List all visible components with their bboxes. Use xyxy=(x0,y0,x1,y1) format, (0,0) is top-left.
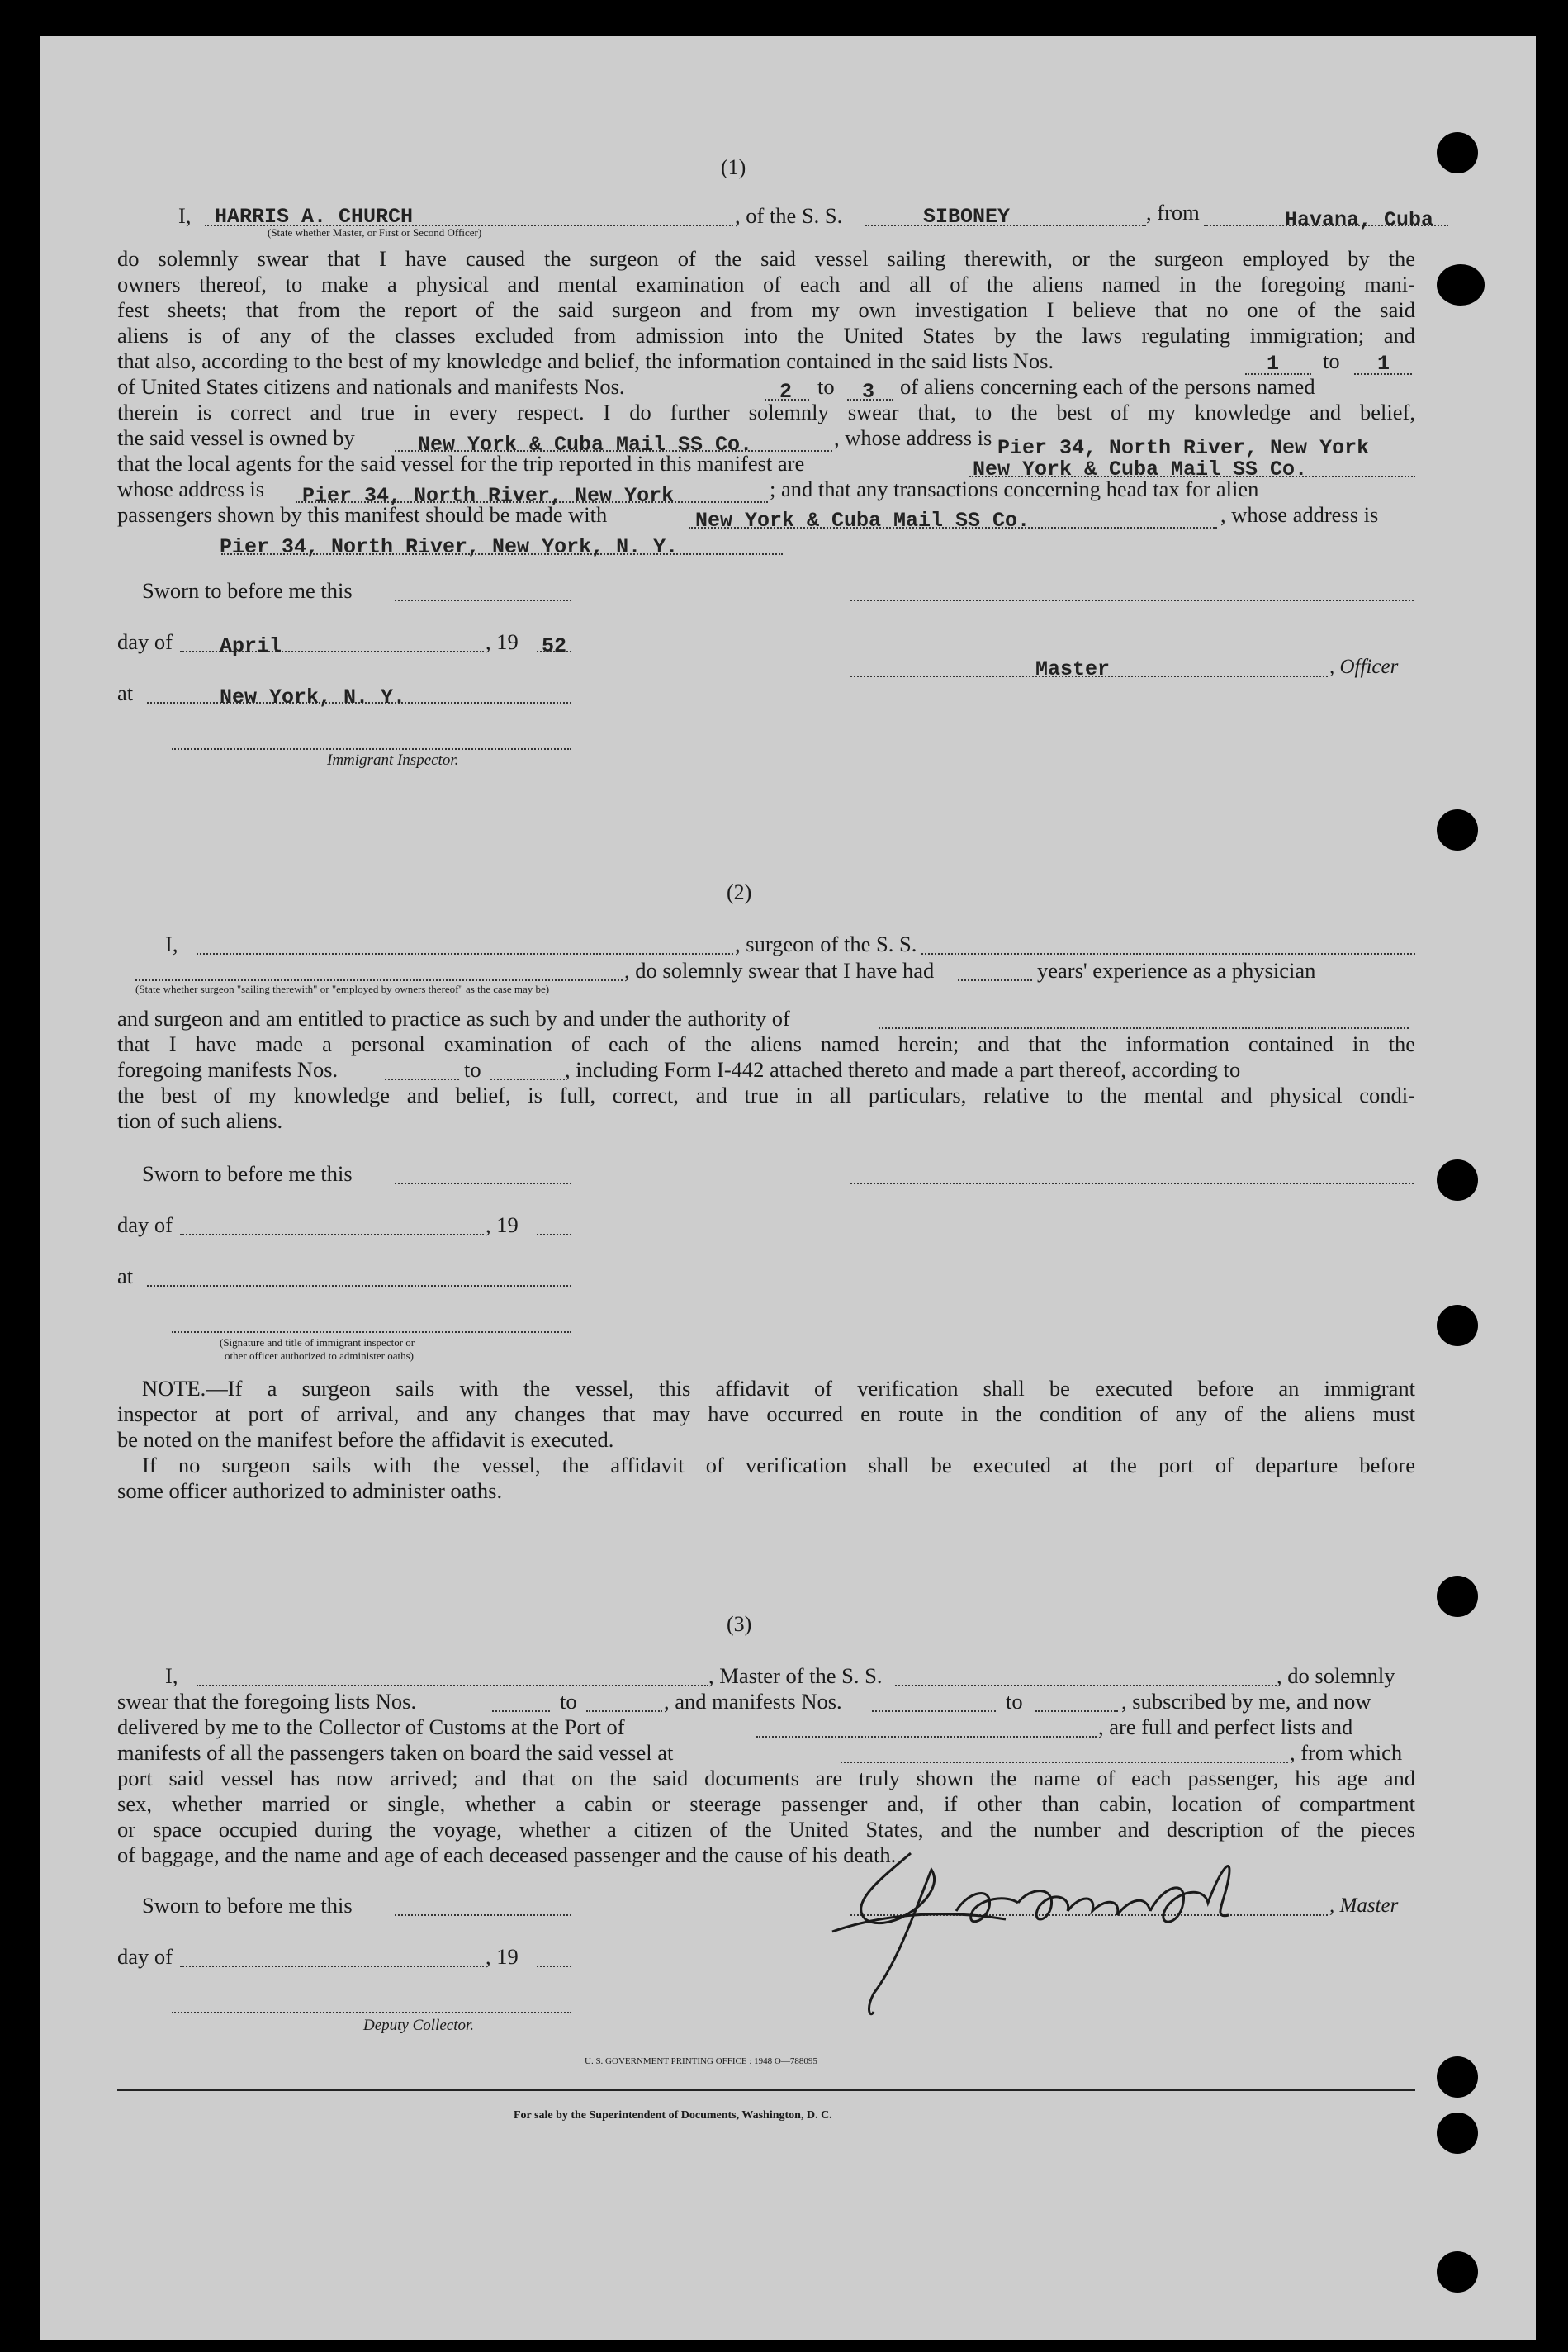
from-label: , from xyxy=(1146,200,1200,225)
s2-authority-line xyxy=(879,1027,1409,1029)
owner: New York & Cuba Mail SS Co. xyxy=(418,433,753,457)
s3-l4a: manifests of all the passengers taken on board the said vessel at xyxy=(117,1740,674,1765)
s3-manifests-to-line xyxy=(1035,1710,1118,1712)
s3-do-solemnly: , do solemnly xyxy=(1277,1663,1395,1688)
manifests-to: 3 xyxy=(862,380,875,404)
s3-name-line xyxy=(197,1685,708,1686)
s3-l2b: , and manifests Nos. xyxy=(664,1689,842,1714)
section-1-line-6a: of United States citizens and nationals and manifests Nos. xyxy=(117,374,625,399)
section-1-line-10a: whose address is xyxy=(117,477,265,501)
master-signature xyxy=(816,1820,1328,2035)
s2-day-line xyxy=(180,1234,484,1235)
section-1-line-3: fest sheets; that from the report of the said surgeon and from my own investigation I believe that no one of the said xyxy=(117,297,1415,322)
gpo-imprint: U. S. GOVERNMENT PRINTING OFFICE : 1948 O—788095 xyxy=(585,2056,817,2066)
s2-line-d: tion of such aliens. xyxy=(117,1108,283,1133)
s2-sig-caption-2: other officer authorized to administer oaths) xyxy=(225,1349,414,1362)
s2-inspector-line xyxy=(172,1331,571,1333)
s3-l6: sex, whether married or single, whether a cabin or steerage passenger and, if other than cabin, location of compartment xyxy=(117,1791,1415,1816)
s3-master-suffix: , Master xyxy=(1329,1894,1399,1917)
day-of-label-1: day of xyxy=(117,629,173,654)
sworn-place: New York, N. Y. xyxy=(220,685,406,709)
signature-line-1 xyxy=(850,600,1414,601)
s3-l2c: , subscribed by me, and now xyxy=(1121,1689,1371,1714)
from-place: Havana, Cuba xyxy=(1285,208,1434,232)
at-label-1: at xyxy=(117,680,134,705)
headtax-agent: New York & Cuba Mail SS Co. xyxy=(695,509,1030,533)
s2-vessel-line xyxy=(921,953,1415,955)
s3-year-prefix: , 19 xyxy=(486,1944,519,1969)
s3-i-label: I, xyxy=(165,1663,178,1688)
punch-hole xyxy=(1437,264,1485,306)
year-prefix-1: , 19 xyxy=(486,629,519,654)
agents-address: Pier 34, North River, New York xyxy=(302,484,675,508)
punch-hole xyxy=(1437,809,1478,851)
section-1-line-11a: passengers shown by this manifest should be made with xyxy=(117,502,608,527)
s2-sworn: Sworn to before me this xyxy=(142,1161,353,1186)
section-2-number: (2) xyxy=(727,880,752,904)
section-1-line-1: do solemnly swear that I have caused the surgeon of the said vessel sailing therewith, or the surgeon employed by the xyxy=(117,246,1415,271)
s2-years-line xyxy=(958,979,1032,981)
s3-day-of: day of xyxy=(117,1944,173,1969)
lists-to: 1 xyxy=(1377,352,1390,376)
s3-l2a: swear that the foregoing lists Nos. xyxy=(117,1689,417,1714)
vessel-name: SIBONEY xyxy=(923,205,1011,229)
s2-note-4: If no surgeon sails with the vessel, the affidavit of verification shall be executed at the port of departure before xyxy=(142,1453,1415,1477)
s2-state-note: (State whether surgeon "sailing therewith" or "employed by owners thereof" as the case may be) xyxy=(135,983,550,995)
s3-l3a: delivered by me to the Collector of Customs at the Port of xyxy=(117,1714,625,1739)
s2-year-prefix: , 19 xyxy=(486,1212,519,1237)
s3-year-line xyxy=(537,1966,571,1967)
sworn-label-1: Sworn to before me this xyxy=(142,578,353,603)
s3-sworn: Sworn to before me this xyxy=(142,1893,353,1918)
s3-l8: of baggage, and the name and age of each deceased passenger and the cause of his death. xyxy=(117,1842,897,1867)
master-name: HARRIS A. CHURCH xyxy=(215,205,414,229)
manifests-from: 2 xyxy=(779,380,793,404)
sworn-line-1 xyxy=(395,600,571,601)
lists-from: 1 xyxy=(1267,352,1280,376)
section-1-line-8b: , whose address is xyxy=(834,425,992,450)
s2-line-b3: , including Form I-442 attached thereto and made a part thereof, according to xyxy=(565,1057,1241,1082)
s2-line-a: that I have made a personal examination of each of the aliens named herein; and that the information contained in the xyxy=(117,1031,1415,1056)
s2-day-of: day of xyxy=(117,1212,173,1237)
section-1-line-11b: , whose address is xyxy=(1220,502,1379,527)
s2-at-line xyxy=(147,1285,571,1287)
section-1-line-9a: that the local agents for the said vessel for the trip reported in this manifest are xyxy=(117,451,805,476)
s2-manifests-to-line xyxy=(490,1079,565,1080)
punch-hole xyxy=(1437,2056,1478,2098)
s3-collector-line xyxy=(172,2012,571,2013)
s3-l5: port said vessel has now arrived; and that on the said documents are truly shown the name of each passenger, his age and xyxy=(117,1766,1415,1790)
section-1-line-10b: ; and that any transactions concerning head tax for alien xyxy=(770,477,1259,501)
s2-i-label: I, xyxy=(165,932,178,956)
punch-hole xyxy=(1437,132,1478,173)
punch-hole xyxy=(1437,1305,1478,1346)
s3-manifests-from-line xyxy=(872,1710,996,1712)
s2-signature-line xyxy=(850,1183,1414,1184)
punch-hole xyxy=(1437,2251,1478,2293)
section-1-line-6b: of aliens concerning each of the persons named xyxy=(900,374,1315,399)
officer-suffix: , Officer xyxy=(1329,656,1399,678)
lists-to-label: to xyxy=(1323,349,1340,373)
s2-manifests-from-line xyxy=(385,1079,459,1080)
sale-note: For sale by the Superintendent of Documents, Washington, D. C. xyxy=(514,2109,832,2122)
section-1-line-8a: the said vessel is owned by xyxy=(117,425,355,450)
section-1-line-4: aliens is of any of the classes excluded from admission into the United States by the laws regulating immigration; and xyxy=(117,323,1415,348)
section-1-number: (1) xyxy=(721,155,746,179)
agents: New York & Cuba Mail SS Co. xyxy=(973,458,1308,481)
owner-address: Pier 34, North River, New York xyxy=(997,436,1370,460)
s3-boarded-line xyxy=(841,1762,1288,1763)
headtax-address: Pier 34, North River, New York, N. Y. xyxy=(220,535,679,559)
s2-line-c: the best of my knowledge and belief, is full, correct, and true in all particulars, relative to the mental and physical condi- xyxy=(117,1083,1415,1107)
master-state-note: (State whether Master, or First or Second Officer) xyxy=(268,226,482,239)
of-ss-label: , of the S. S. xyxy=(735,203,843,228)
s2-note-2: inspector at port of arrival, and any changes that may have occurred en route in the condition of any of the aliens must xyxy=(117,1401,1415,1426)
sworn-month: April xyxy=(220,634,282,658)
s3-collector-caption: Deputy Collector. xyxy=(363,2017,475,2034)
inspector-caption: Immigrant Inspector. xyxy=(327,752,459,769)
section-1-line-2: owners thereof, to make a physical and mental examination of each and all of the aliens named in the foregoing mani- xyxy=(117,272,1415,296)
section-1-line-5: that also, according to the best of my knowledge and belief, the information contained in the said lists Nos. xyxy=(117,349,1054,373)
s2-surgeon-of: , surgeon of the S. S. xyxy=(735,932,917,956)
s3-lists-from-line xyxy=(492,1710,550,1712)
s2-line-b2: to xyxy=(464,1057,481,1082)
s3-l3b: , are full and perfect lists and xyxy=(1098,1714,1353,1739)
s3-l4b: , from which xyxy=(1290,1740,1403,1765)
s2-sig-caption-1: (Signature and title of immigrant inspector or xyxy=(220,1336,415,1349)
section-3-number: (3) xyxy=(727,1612,752,1636)
sworn-year: 52 xyxy=(542,634,567,658)
s2-note-3: be noted on the manifest before the affidavit is executed. xyxy=(117,1427,614,1452)
s2-sworn-line xyxy=(395,1183,571,1184)
s3-lists-to-line xyxy=(586,1710,662,1712)
s3-l7: or space occupied during the voyage, whether a citizen of the United States, and the number and description of the pieces xyxy=(117,1817,1415,1842)
s3-port-line xyxy=(756,1736,1097,1738)
section-1-line-7: therein is correct and true in every respect. I do further solemnly swear that, to the best of my knowledge and belief, xyxy=(117,400,1415,424)
punch-hole xyxy=(1437,1159,1478,1201)
s2-authority: and surgeon and am entitled to practice as such by and under the authority of xyxy=(117,1006,790,1031)
inspector-line xyxy=(172,748,571,750)
s2-note-1: NOTE.—If a surgeon sails with the vessel, this affidavit of verification shall be executed before an immigrant xyxy=(142,1376,1415,1401)
s2-name-line xyxy=(197,953,733,955)
manifests-to-label: to xyxy=(817,374,835,399)
footer-rule xyxy=(117,2089,1415,2091)
punch-hole xyxy=(1437,2113,1478,2154)
s2-swear: , do solemnly swear that I have had xyxy=(624,958,935,983)
s3-sworn-line xyxy=(395,1914,571,1916)
officer-title: Master xyxy=(1035,657,1111,681)
s3-l2-to-2: to xyxy=(1006,1689,1023,1714)
s2-state-line xyxy=(135,979,623,981)
s3-master-of: , Master of the S. S. xyxy=(708,1663,883,1688)
s2-at: at xyxy=(117,1264,134,1288)
s2-line-b1: foregoing manifests Nos. xyxy=(117,1057,339,1082)
s2-note-5: some officer authorized to administer oaths. xyxy=(117,1478,503,1503)
s3-vessel-line xyxy=(895,1685,1277,1686)
s3-day-line xyxy=(180,1966,484,1967)
s2-years: years' experience as a physician xyxy=(1037,958,1316,983)
s2-year-line xyxy=(537,1234,571,1235)
i-label: I, xyxy=(178,203,192,228)
manifest-page xyxy=(40,36,1536,2340)
punch-hole xyxy=(1437,1576,1478,1617)
s3-l2-to-1: to xyxy=(560,1689,577,1714)
